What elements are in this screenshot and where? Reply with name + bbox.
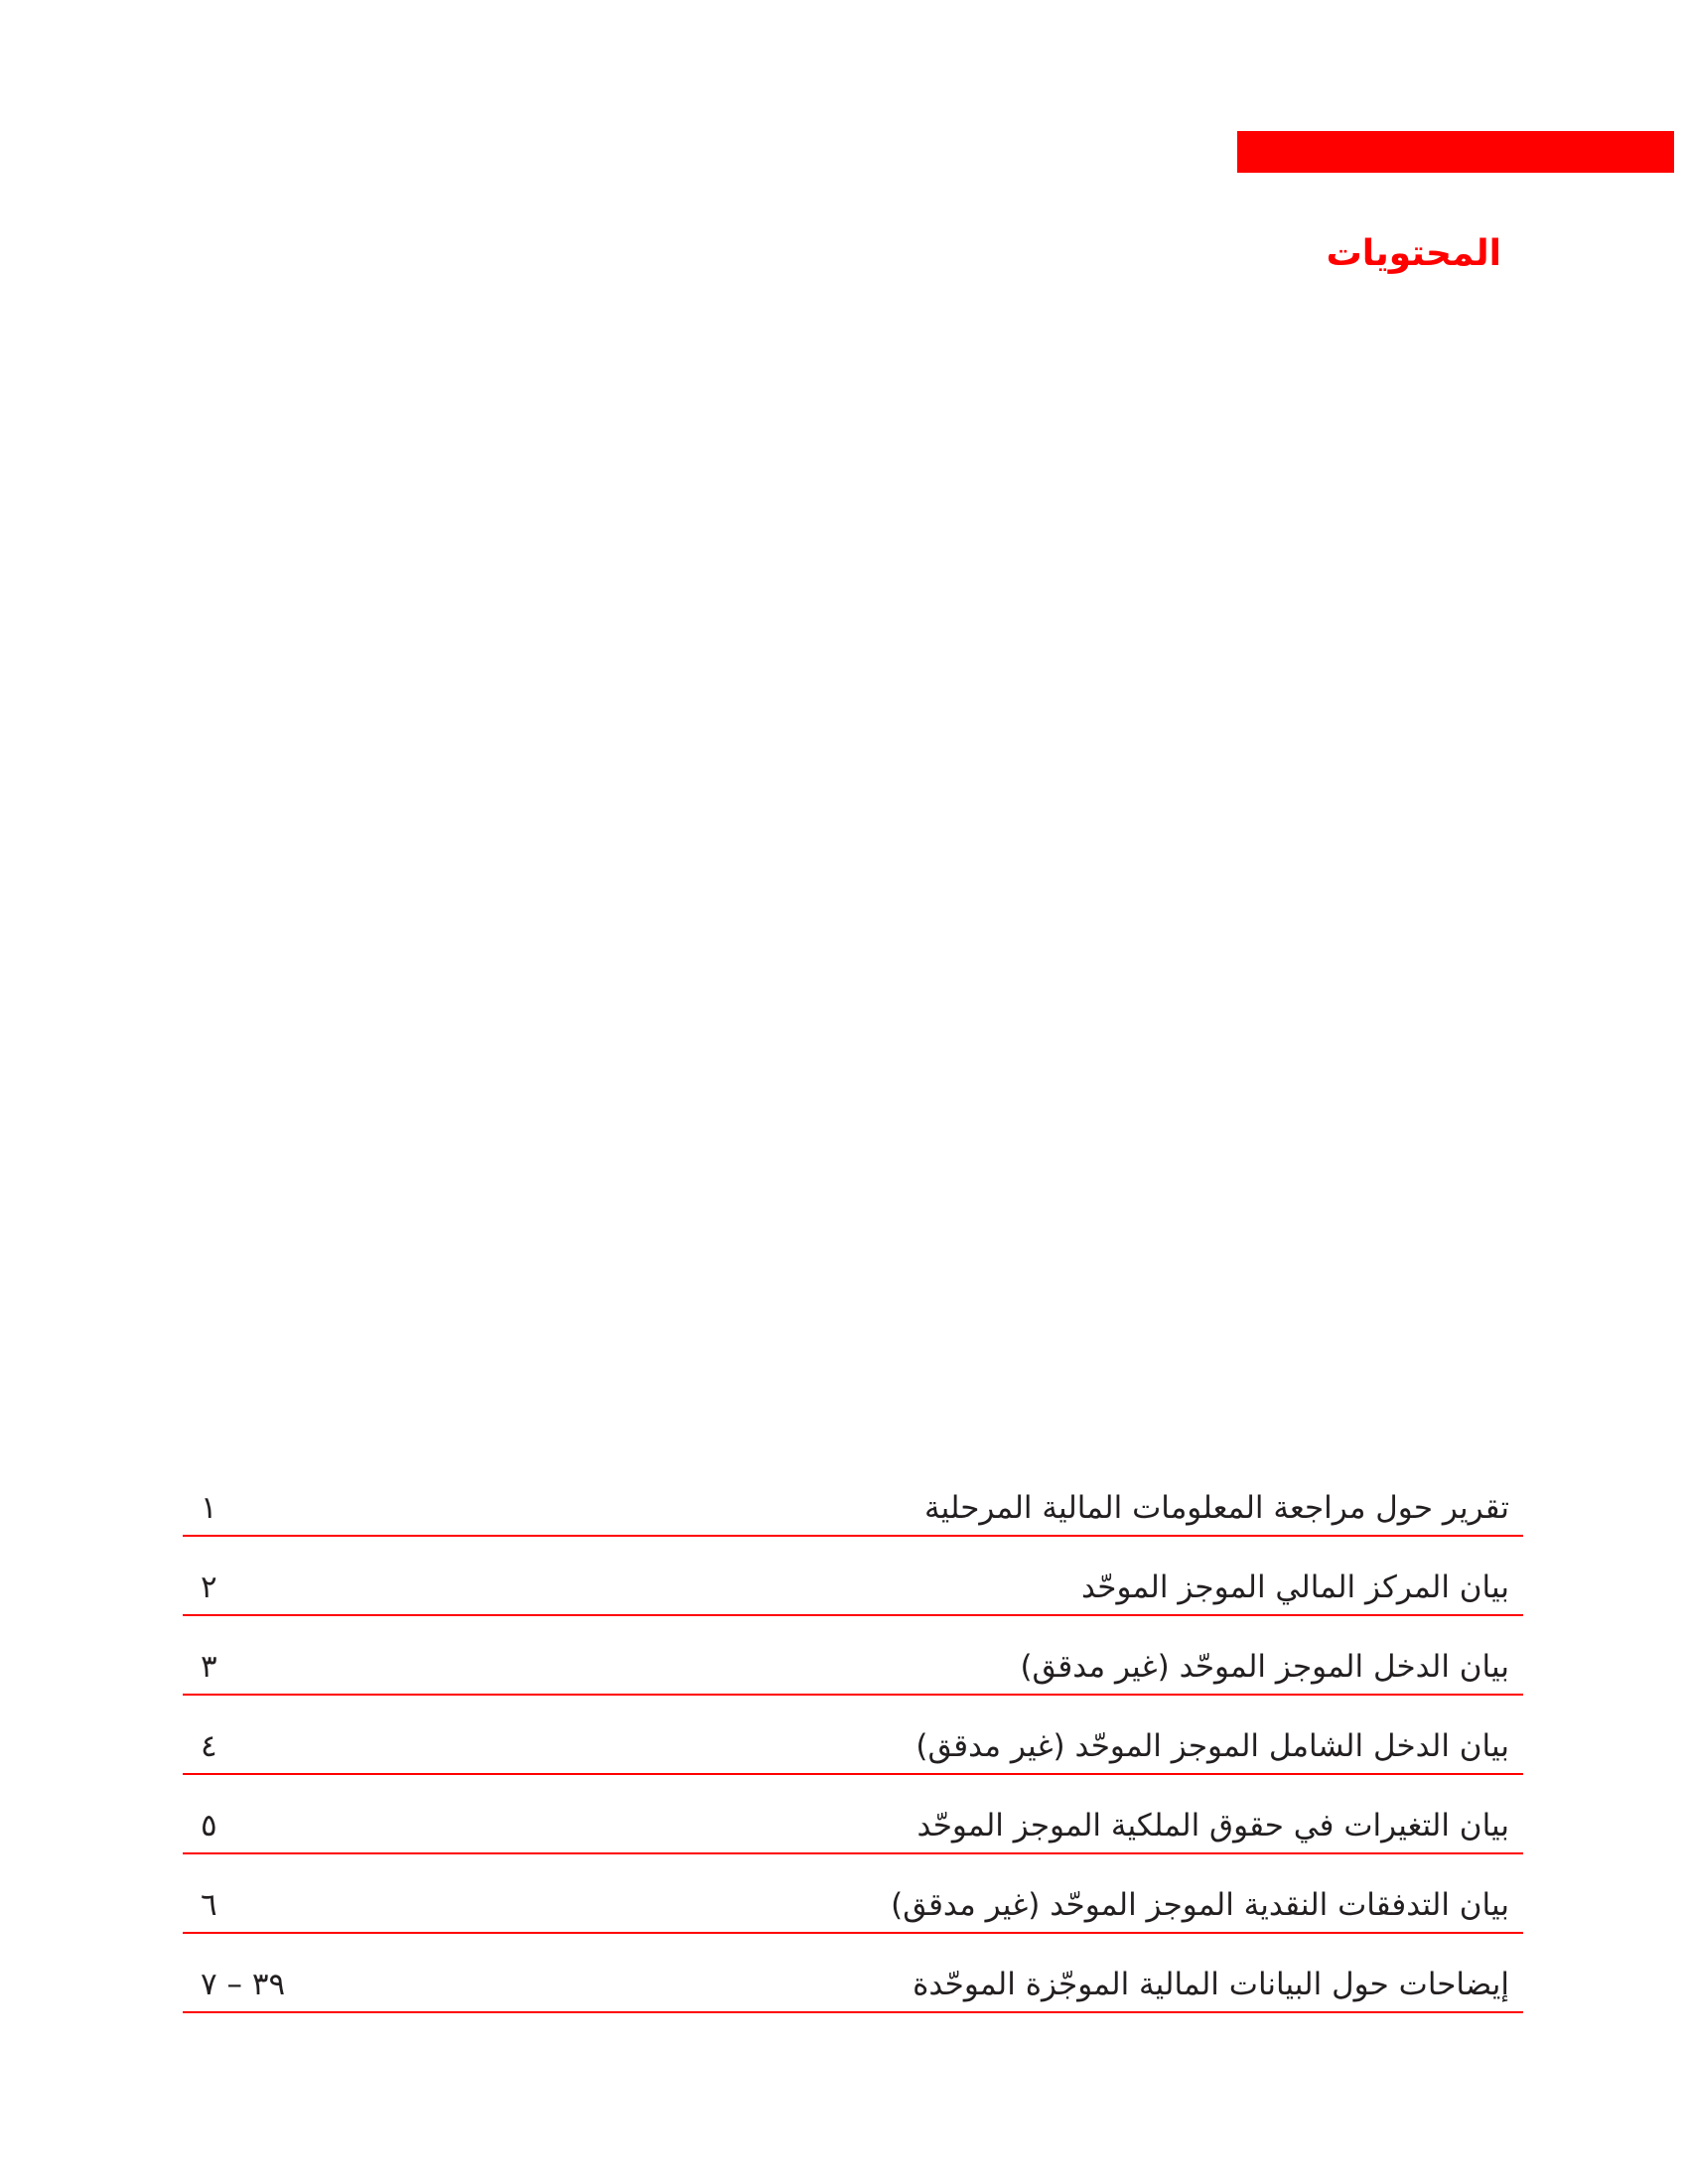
toc-row-notes[interactable] — [183, 1934, 1523, 2013]
toc-row-changes-in-equity[interactable] — [183, 1775, 1523, 1854]
toc-item-page: ٣ — [201, 1649, 217, 1685]
toc-item-title: إيضاحات حول البيانات المالية الموجّزة الموحّدة — [913, 1967, 1509, 2002]
toc-row-financial-position[interactable] — [183, 1537, 1523, 1616]
toc-item-page: ٢ — [201, 1570, 217, 1605]
toc-item-title: تقرير حول مراجعة المعلومات المالية المرحلية — [924, 1490, 1509, 1526]
toc-item-title: بيان الدخل الشامل الموجز الموحّد (غير مدقق) — [915, 1728, 1509, 1764]
table-of-contents — [183, 1457, 1523, 2013]
page-title: المحتويات — [1326, 233, 1501, 274]
toc-item-title: بيان الدخل الموجز الموحّد (غير مدقق) — [1020, 1649, 1509, 1685]
toc-row-cash-flows[interactable] — [183, 1854, 1523, 1934]
toc-item-title: بيان التدفقات النقدية الموجز الموحّد (غير مدقق) — [891, 1887, 1509, 1923]
toc-row-review-report[interactable] — [183, 1457, 1523, 1537]
toc-item-page: ٣٩ – ٧ — [201, 1967, 286, 2002]
toc-item-page: ٥ — [201, 1808, 217, 1843]
toc-item-title: بيان التغيرات في حقوق الملكية الموجز الموحّد — [916, 1808, 1509, 1843]
toc-item-page: ٤ — [201, 1728, 217, 1764]
toc-item-page: ٦ — [201, 1887, 217, 1923]
toc-row-income-statement[interactable] — [183, 1616, 1523, 1696]
toc-item-title: بيان المركز المالي الموجز الموحّد — [1081, 1570, 1509, 1605]
toc-row-comprehensive-income[interactable] — [183, 1696, 1523, 1775]
header-accent-bar — [1237, 131, 1674, 173]
toc-item-page: ١ — [201, 1490, 217, 1526]
